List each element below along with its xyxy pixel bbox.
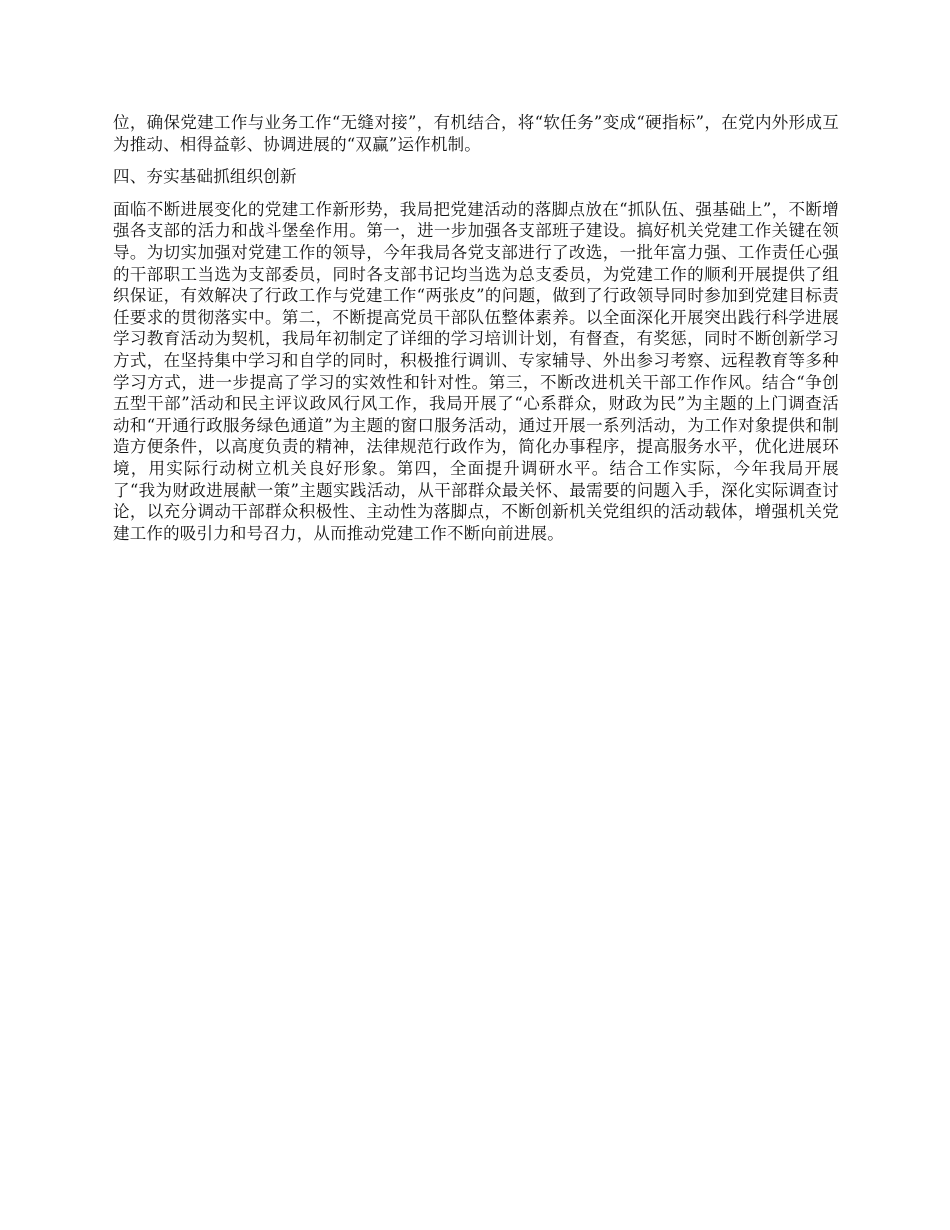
document-body bbox=[113, 112, 839, 544]
section-heading: 四、夯实基础抓组织创新 bbox=[113, 167, 297, 187]
paragraph-intro: 位，确保党建工作与业务工作“无缝对接”，有机结合，将“软任务”变成“硬指标”，在党内外形成互为推动、相得益彰、协调进展的“双赢”运作机制。 bbox=[113, 113, 839, 154]
paragraph-body: 面临不断进展变化的党建工作新形势，我局把党建活动的落脚点放在“抓队伍、强基础上”，不断增强各支部的活力和战斗堡垒作用。第一，进一步加强各支部班子建设。搞好机关党建工作关键在领导。为切实加强对党建工作的领导，今年我局各党支部进行了改选，一批年富力强、工作责任心强的干部职工当选为支部委员，同时各支部书记均当选为总支委员，为党建工作的顺利开展提供了组织保证，有效解决了行政工作与党建工作“两张皮”的问题，做到了行政领导同时参加到党建目标责任要求的贯彻落实中。第二，不断提高党员干部队伍整体素养。以全面深化开展突出践行科学进展学习教育活动为契机，我局年初制定了详细的学习培训计划，有督查，有奖惩，同时不断创新学习方式，在坚持集中学习和自学的同时，积极推行调训、专家辅导、外出参习考察、远程教育等多种学习方式，进一步提高了学习的实效性和针对性。第三，不断改进机关干部工作作风。结合“争创五型干部”活动和民主评议政风行风工作，我局开展了“心系群众，财政为民”为主题的上门调查活动和“开通行政服务绿色通道”为主题的窗口服务活动，通过开展一系列活动，为工作对象提供和制造方便条件，以高度负责的精神，法律规范行政作为，简化办事程序，提高服务水平，优化进展环境，用实际行动树立机关良好形象。第四，全面提升调研水平。结合工作实际，今年我局开展了“我为财政进展献一策”主题实践活动，从干部群众最关怀、最需要的问题入手，深化实际调查讨论，以充分调动干部群众积极性、主动性为落脚点，不断创新机关党组织的活动载体，增强机关党建工作的吸引力和号召力，从而推动党建工作不断向前进展。 bbox=[113, 199, 839, 543]
